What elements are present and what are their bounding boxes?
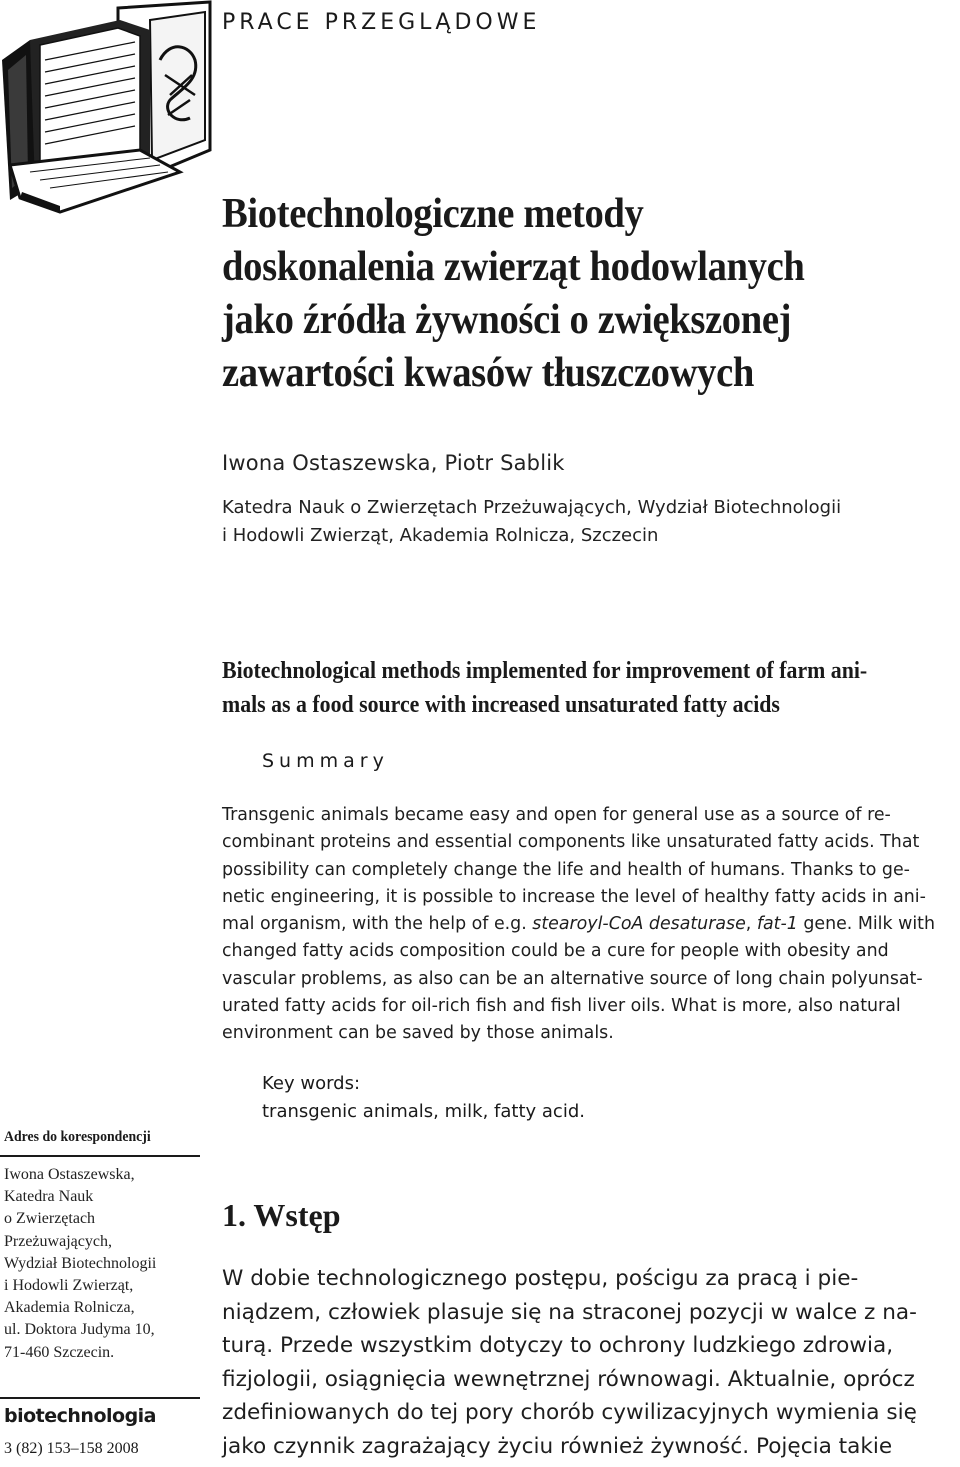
section-heading: 1. Wstęp [222, 1197, 341, 1233]
body-line: niądzem, człowiek plasuje się na straconej pozycji w walce z na- [222, 1299, 917, 1325]
summary-line: combinant proteins and essential components like unsaturated fatty acids. That [222, 832, 920, 853]
correspondence-address [4, 1164, 200, 1364]
address-line: o Zwierzętach [4, 1210, 96, 1228]
address-line: ul. Doktora Judyma 10, [4, 1321, 155, 1339]
english-title-line: mals as a food source with increased unsaturated fatty acids [222, 692, 780, 718]
sidebar-divider [0, 1155, 200, 1157]
summary-line: changed fatty acids composition could be a cure for people with obesity and [222, 941, 889, 962]
body-line: jako czynnik zagrażający życiu również żywność. Pojęcia takie [222, 1433, 893, 1459]
body-line: fizjologii, osiągnięcia wewnętrznej równowagi. Aktualnie, oprócz [222, 1366, 915, 1392]
keywords-heading: Key words: [262, 1073, 361, 1094]
english-title-line: Biotechnological methods implemented for improvement of farm ani- [222, 658, 868, 684]
address-line: 71-460 Szczecin. [4, 1343, 115, 1361]
title-line: Biotechnologiczne metody [222, 191, 644, 237]
keywords: transgenic animals, milk, fatty acid. [262, 1101, 585, 1122]
correspondence-heading: Adres do korespondencji [4, 1129, 151, 1145]
title-line: zawartości kwasów tłuszczowych [222, 350, 754, 396]
body-line: zdefiniowanych do tej pory chorób cywilizacyjnych wymienia się [222, 1400, 917, 1426]
gene-name: fat-1 [756, 914, 798, 935]
address-line: Akademia Rolnicza, [4, 1299, 135, 1317]
section-label: PRACE PRZEGLĄDOWE [222, 10, 541, 35]
affiliation [222, 494, 958, 550]
summary-text-run: gene. Milk with [797, 914, 936, 935]
address-line: Wydział Biotechnologii [4, 1254, 157, 1272]
affiliation-line: i Hodowli Zwierząt, Akademia Rolnicza, Szczecin [222, 525, 659, 546]
address-line: Katedra Nauk [4, 1188, 94, 1206]
summary-line [222, 911, 958, 938]
body-line: turą. Przede wszystkim dotyczy to ochrony ludzkiego zdrowia, [222, 1333, 894, 1359]
summary-text-run: mal organism, with the help of e.g. [222, 914, 533, 935]
affiliation-line: Katedra Nauk o Zwierzętach Przeżuwających, Wydział Biotechnologii [222, 497, 842, 518]
summary-line: Transgenic animals became easy and open for general use as a source of re- [222, 805, 891, 825]
summary-line: urated fatty acids for oil-rich fish and fish liver oils. What is more, also natural [222, 996, 901, 1017]
summary-heading: Summary [262, 750, 389, 772]
article-title [222, 188, 884, 400]
body-text [222, 1262, 958, 1464]
summary-line: possibility can completely change the life and health of humans. Thanks to ge- [222, 859, 910, 880]
books-illustration-icon [0, 0, 212, 215]
journal-logo: biotechnologia [4, 1405, 157, 1427]
title-line: jako źródła żywności o zwiększonej [222, 297, 792, 343]
title-line: doskonalenia zwierząt hodowlanych [222, 244, 805, 290]
english-title [222, 654, 892, 722]
summary-line: netic engineering, it is possible to increase the level of healthy fatty acids in ani- [222, 886, 926, 907]
summary-line: environment can be saved by those animals. [222, 1023, 614, 1044]
summary-text-run: , [745, 914, 757, 935]
issue-info: 3 (82) 153–158 2008 [4, 1440, 139, 1457]
address-line: Przeżuwających, [4, 1232, 112, 1250]
body-line: W dobie technologicznego postępu, pościgu za pracą i pie- [222, 1266, 859, 1291]
address-line: i Hodowli Zwierząt, [4, 1277, 134, 1295]
address-line: Iwona Ostaszewska, [4, 1166, 135, 1183]
summary-line: vascular problems, as also can be an alternative source of long chain polyunsat- [222, 968, 923, 989]
authors: Iwona Ostaszewska, Piotr Sablik [222, 451, 565, 475]
sidebar-divider [0, 1397, 200, 1399]
summary-text [222, 802, 958, 1048]
gene-name: stearoyl-CoA desaturase [532, 914, 746, 935]
